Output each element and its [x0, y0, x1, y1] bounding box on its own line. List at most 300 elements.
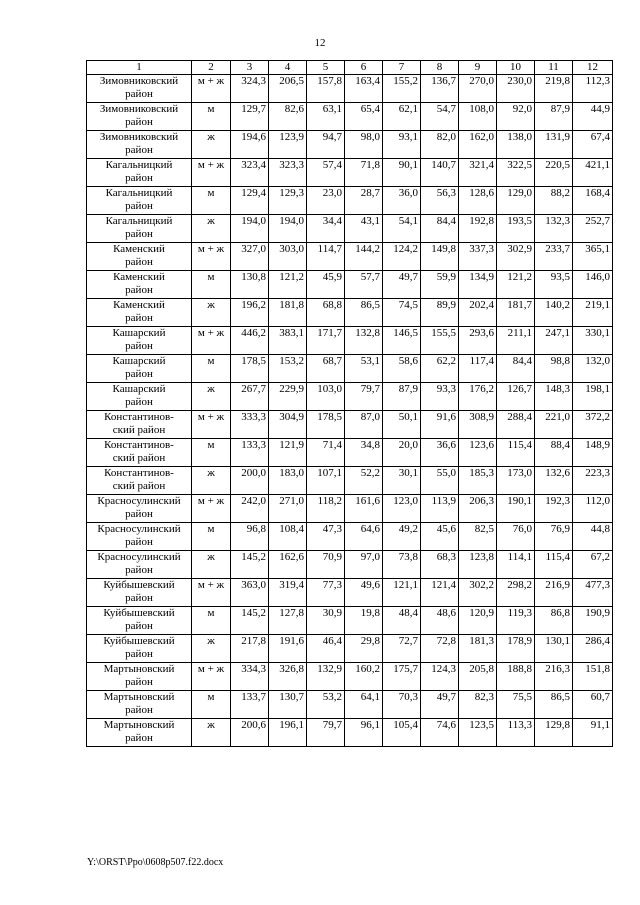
region-name-line: район: [125, 340, 153, 352]
column-header: 8: [421, 61, 459, 75]
value-cell: 271,0: [269, 495, 307, 523]
value-cell: 178,9: [497, 635, 535, 663]
value-cell: 68,3: [421, 551, 459, 579]
value-cell: 181,8: [269, 299, 307, 327]
value-cell: 145,2: [231, 607, 269, 635]
sex-cell: м + ж: [192, 75, 231, 103]
value-cell: 92,0: [497, 103, 535, 131]
value-cell: 149,8: [421, 243, 459, 271]
value-cell: 46,4: [307, 635, 345, 663]
value-cell: 192,3: [535, 495, 573, 523]
value-cell: 88,4: [535, 439, 573, 467]
value-cell: 319,4: [269, 579, 307, 607]
value-cell: 193,5: [497, 215, 535, 243]
value-cell: 74,6: [421, 719, 459, 747]
value-cell: 93,5: [535, 271, 573, 299]
value-cell: 108,4: [269, 523, 307, 551]
value-cell: 363,0: [231, 579, 269, 607]
region-cell: [87, 299, 192, 327]
value-cell: 123,9: [269, 131, 307, 159]
value-cell: 183,0: [269, 467, 307, 495]
region-name-line: Куйбышевский: [103, 635, 175, 647]
value-cell: 49,2: [383, 523, 421, 551]
value-cell: 196,2: [231, 299, 269, 327]
region-cell: [87, 607, 192, 635]
region-name-line: Кашарский: [112, 383, 166, 395]
table-row: [87, 439, 613, 467]
column-header: 6: [345, 61, 383, 75]
value-cell: 67,2: [573, 551, 613, 579]
value-cell: 322,5: [497, 159, 535, 187]
value-cell: 84,4: [497, 355, 535, 383]
value-cell: 216,3: [535, 663, 573, 691]
column-header: 5: [307, 61, 345, 75]
value-cell: 34,8: [345, 439, 383, 467]
value-cell: 333,3: [231, 411, 269, 439]
value-cell: 132,8: [345, 327, 383, 355]
page-number: 12: [314, 37, 326, 49]
region-name-line: Зимовниковский: [99, 75, 179, 87]
value-cell: 162,0: [459, 131, 497, 159]
value-cell: 114,7: [307, 243, 345, 271]
value-cell: 185,3: [459, 467, 497, 495]
value-cell: 151,8: [573, 663, 613, 691]
value-cell: 181,3: [459, 635, 497, 663]
value-cell: 230,0: [497, 75, 535, 103]
table-row: [87, 355, 613, 383]
region-name-line: район: [125, 676, 153, 688]
table-row: [87, 719, 613, 747]
region-name-line: Кагальницкий: [105, 215, 173, 227]
value-cell: 96,1: [345, 719, 383, 747]
region-name-line: Мартыновский: [103, 663, 175, 675]
value-cell: 302,9: [497, 243, 535, 271]
value-cell: 64,6: [345, 523, 383, 551]
table-row: [87, 663, 613, 691]
value-cell: 76,0: [497, 523, 535, 551]
table-row: [87, 383, 613, 411]
value-cell: 112,3: [573, 75, 613, 103]
value-cell: 52,2: [345, 467, 383, 495]
value-cell: 252,7: [573, 215, 613, 243]
value-cell: 20,0: [383, 439, 421, 467]
value-cell: 73,8: [383, 551, 421, 579]
value-cell: 303,0: [269, 243, 307, 271]
statistics-table: [86, 60, 613, 747]
value-cell: 229,9: [269, 383, 307, 411]
value-cell: 129,8: [535, 719, 573, 747]
value-cell: 293,6: [459, 327, 497, 355]
value-cell: 421,1: [573, 159, 613, 187]
value-cell: 198,1: [573, 383, 613, 411]
value-cell: 67,4: [573, 131, 613, 159]
table-row: [87, 551, 613, 579]
value-cell: 121,4: [421, 579, 459, 607]
sex-cell: м: [192, 691, 231, 719]
value-cell: 148,9: [573, 439, 613, 467]
region-cell: [87, 467, 192, 495]
value-cell: 115,4: [497, 439, 535, 467]
sex-cell: ж: [192, 467, 231, 495]
value-cell: 120,9: [459, 607, 497, 635]
value-cell: 160,2: [345, 663, 383, 691]
value-cell: 326,8: [269, 663, 307, 691]
value-cell: 194,0: [269, 215, 307, 243]
sex-cell: м: [192, 271, 231, 299]
value-cell: 181,7: [497, 299, 535, 327]
region-cell: [87, 719, 192, 747]
value-cell: 200,6: [231, 719, 269, 747]
value-cell: 133,3: [231, 439, 269, 467]
value-cell: 132,9: [307, 663, 345, 691]
value-cell: 323,3: [269, 159, 307, 187]
value-cell: 64,1: [345, 691, 383, 719]
region-name-line: Зимовниковский: [99, 103, 179, 115]
value-cell: 206,3: [459, 495, 497, 523]
value-cell: 79,7: [345, 383, 383, 411]
region-name-line: Кагальницкий: [105, 187, 173, 199]
region-cell: [87, 187, 192, 215]
value-cell: 49,6: [345, 579, 383, 607]
value-cell: 233,7: [535, 243, 573, 271]
table-row: [87, 411, 613, 439]
value-cell: 163,4: [345, 75, 383, 103]
region-cell: [87, 411, 192, 439]
value-cell: 242,0: [231, 495, 269, 523]
value-cell: 133,7: [231, 691, 269, 719]
value-cell: 114,1: [497, 551, 535, 579]
region-name-line: Каменский: [113, 271, 165, 283]
value-cell: 124,3: [421, 663, 459, 691]
value-cell: 56,3: [421, 187, 459, 215]
region-cell: [87, 551, 192, 579]
value-cell: 86,8: [535, 607, 573, 635]
sex-cell: ж: [192, 299, 231, 327]
value-cell: 327,0: [231, 243, 269, 271]
value-cell: 115,4: [535, 551, 573, 579]
value-cell: 337,3: [459, 243, 497, 271]
value-cell: 70,3: [383, 691, 421, 719]
value-cell: 68,7: [307, 355, 345, 383]
region-cell: [87, 579, 192, 607]
value-cell: 89,9: [421, 299, 459, 327]
region-name-line: Куйбышевский: [103, 579, 175, 591]
value-cell: 70,9: [307, 551, 345, 579]
value-cell: 113,3: [497, 719, 535, 747]
value-cell: 71,4: [307, 439, 345, 467]
value-cell: 53,2: [307, 691, 345, 719]
value-cell: 153,2: [269, 355, 307, 383]
column-header: 3: [231, 61, 269, 75]
value-cell: 121,2: [497, 271, 535, 299]
value-cell: 87,9: [535, 103, 573, 131]
column-header: 9: [459, 61, 497, 75]
sex-cell: ж: [192, 131, 231, 159]
region-name-line: район: [125, 564, 153, 576]
region-name-line: район: [125, 592, 153, 604]
column-header: 1: [87, 61, 192, 75]
value-cell: 196,1: [269, 719, 307, 747]
sex-cell: ж: [192, 635, 231, 663]
table-row: [87, 75, 613, 103]
value-cell: 57,4: [307, 159, 345, 187]
region-name-line: Красносулинский: [97, 495, 181, 507]
value-cell: 130,1: [535, 635, 573, 663]
value-cell: 323,4: [231, 159, 269, 187]
value-cell: 304,9: [269, 411, 307, 439]
value-cell: 57,7: [345, 271, 383, 299]
value-cell: 220,5: [535, 159, 573, 187]
region-cell: [87, 103, 192, 131]
value-cell: 127,8: [269, 607, 307, 635]
value-cell: 267,7: [231, 383, 269, 411]
value-cell: 191,6: [269, 635, 307, 663]
sex-cell: ж: [192, 383, 231, 411]
value-cell: 79,7: [307, 719, 345, 747]
region-name-line: район: [125, 368, 153, 380]
value-cell: 202,4: [459, 299, 497, 327]
value-cell: 223,3: [573, 467, 613, 495]
value-cell: 62,1: [383, 103, 421, 131]
value-cell: 383,1: [269, 327, 307, 355]
value-cell: 126,7: [497, 383, 535, 411]
value-cell: 49,7: [421, 691, 459, 719]
value-cell: 192,8: [459, 215, 497, 243]
region-name-line: Каменский: [113, 243, 165, 255]
region-name-line: район: [125, 508, 153, 520]
value-cell: 28,7: [345, 187, 383, 215]
value-cell: 176,2: [459, 383, 497, 411]
value-cell: 112,0: [573, 495, 613, 523]
sex-cell: м: [192, 607, 231, 635]
column-header: 10: [497, 61, 535, 75]
region-cell: [87, 523, 192, 551]
value-cell: 34,4: [307, 215, 345, 243]
value-cell: 36,0: [383, 187, 421, 215]
region-name-line: район: [125, 536, 153, 548]
value-cell: 334,3: [231, 663, 269, 691]
region-name-line: район: [125, 620, 153, 632]
value-cell: 76,9: [535, 523, 573, 551]
value-cell: 117,4: [459, 355, 497, 383]
value-cell: 93,1: [383, 131, 421, 159]
value-cell: 148,3: [535, 383, 573, 411]
value-cell: 155,2: [383, 75, 421, 103]
value-cell: 82,0: [421, 131, 459, 159]
value-cell: 146,0: [573, 271, 613, 299]
value-cell: 23,0: [307, 187, 345, 215]
value-cell: 324,3: [231, 75, 269, 103]
value-cell: 190,1: [497, 495, 535, 523]
value-cell: 194,0: [231, 215, 269, 243]
value-cell: 219,1: [573, 299, 613, 327]
sex-cell: м + ж: [192, 495, 231, 523]
value-cell: 72,8: [421, 635, 459, 663]
region-cell: [87, 635, 192, 663]
region-name-line: район: [125, 704, 153, 716]
value-cell: 91,6: [421, 411, 459, 439]
value-cell: 124,2: [383, 243, 421, 271]
region-cell: [87, 215, 192, 243]
value-cell: 87,9: [383, 383, 421, 411]
value-cell: 50,1: [383, 411, 421, 439]
value-cell: 72,7: [383, 635, 421, 663]
value-cell: 132,3: [535, 215, 573, 243]
value-cell: 129,3: [269, 187, 307, 215]
value-cell: 123,5: [459, 719, 497, 747]
region-name-line: Кашарский: [112, 327, 166, 339]
value-cell: 188,8: [497, 663, 535, 691]
value-cell: 178,5: [307, 411, 345, 439]
column-header: 2: [192, 61, 231, 75]
table-row: [87, 299, 613, 327]
sex-cell: м + ж: [192, 411, 231, 439]
value-cell: 71,8: [345, 159, 383, 187]
value-cell: 74,5: [383, 299, 421, 327]
value-cell: 365,1: [573, 243, 613, 271]
table-row: [87, 579, 613, 607]
region-name-line: район: [125, 396, 153, 408]
region-cell: [87, 495, 192, 523]
value-cell: 86,5: [535, 691, 573, 719]
region-name-line: Мартыновский: [103, 691, 175, 703]
value-cell: 221,0: [535, 411, 573, 439]
region-name-line: Куйбышевский: [103, 607, 175, 619]
value-cell: 308,9: [459, 411, 497, 439]
value-cell: 75,5: [497, 691, 535, 719]
value-cell: 44,8: [573, 523, 613, 551]
value-cell: 82,3: [459, 691, 497, 719]
region-name-line: Красносулинский: [97, 551, 181, 563]
region-cell: [87, 327, 192, 355]
value-cell: 65,4: [345, 103, 383, 131]
region-cell: [87, 663, 192, 691]
sex-cell: м + ж: [192, 159, 231, 187]
region-name-line: район: [125, 312, 153, 324]
value-cell: 288,4: [497, 411, 535, 439]
value-cell: 98,8: [535, 355, 573, 383]
region-name-line: Константинов-: [104, 467, 174, 479]
value-cell: 206,5: [269, 75, 307, 103]
sex-cell: м: [192, 523, 231, 551]
region-name-line: район: [125, 116, 153, 128]
value-cell: 175,7: [383, 663, 421, 691]
value-cell: 84,4: [421, 215, 459, 243]
value-cell: 330,1: [573, 327, 613, 355]
sex-cell: м: [192, 187, 231, 215]
value-cell: 88,2: [535, 187, 573, 215]
region-name-line: Константинов-: [104, 439, 174, 451]
value-cell: 91,1: [573, 719, 613, 747]
value-cell: 219,8: [535, 75, 573, 103]
value-cell: 54,7: [421, 103, 459, 131]
value-cell: 178,5: [231, 355, 269, 383]
region-cell: [87, 439, 192, 467]
sex-cell: м: [192, 439, 231, 467]
value-cell: 144,2: [345, 243, 383, 271]
table-row: [87, 215, 613, 243]
region-name-line: Константинов-: [104, 411, 174, 423]
table-body: [87, 61, 613, 747]
value-cell: 136,7: [421, 75, 459, 103]
value-cell: 211,1: [497, 327, 535, 355]
region-cell: [87, 159, 192, 187]
sex-cell: ж: [192, 215, 231, 243]
value-cell: 138,0: [497, 131, 535, 159]
value-cell: 36,6: [421, 439, 459, 467]
column-header: 12: [573, 61, 613, 75]
value-cell: 47,3: [307, 523, 345, 551]
value-cell: 77,3: [307, 579, 345, 607]
value-cell: 173,0: [497, 467, 535, 495]
value-cell: 123,6: [459, 439, 497, 467]
table-row: [87, 103, 613, 131]
table-row: [87, 131, 613, 159]
value-cell: 87,0: [345, 411, 383, 439]
region-name-line: Кагальницкий: [105, 159, 173, 171]
value-cell: 129,0: [497, 187, 535, 215]
region-cell: [87, 131, 192, 159]
value-cell: 43,1: [345, 215, 383, 243]
region-name-line: район: [125, 228, 153, 240]
value-cell: 45,6: [421, 523, 459, 551]
value-cell: 107,1: [307, 467, 345, 495]
table-row: [87, 159, 613, 187]
value-cell: 98,0: [345, 131, 383, 159]
value-cell: 30,1: [383, 467, 421, 495]
region-name-line: Кашарский: [112, 355, 166, 367]
value-cell: 60,7: [573, 691, 613, 719]
value-cell: 62,2: [421, 355, 459, 383]
region-name-line: район: [125, 648, 153, 660]
table-row: [87, 467, 613, 495]
value-cell: 103,0: [307, 383, 345, 411]
value-cell: 19,8: [345, 607, 383, 635]
region-name-line: Красносулинский: [97, 523, 181, 535]
value-cell: 29,8: [345, 635, 383, 663]
value-cell: 372,2: [573, 411, 613, 439]
region-name-line: район: [125, 256, 153, 268]
region-name-line: район: [125, 284, 153, 296]
table-row: [87, 607, 613, 635]
value-cell: 45,9: [307, 271, 345, 299]
column-header: 4: [269, 61, 307, 75]
region-name-line: район: [125, 172, 153, 184]
sex-cell: м: [192, 103, 231, 131]
value-cell: 96,8: [231, 523, 269, 551]
value-cell: 129,4: [231, 187, 269, 215]
table-row: [87, 495, 613, 523]
sex-cell: м + ж: [192, 579, 231, 607]
region-name-line: район: [125, 88, 153, 100]
value-cell: 132,6: [535, 467, 573, 495]
table-row: [87, 243, 613, 271]
sex-cell: м + ж: [192, 663, 231, 691]
region-cell: [87, 75, 192, 103]
value-cell: 48,4: [383, 607, 421, 635]
value-cell: 121,1: [383, 579, 421, 607]
value-cell: 82,5: [459, 523, 497, 551]
value-cell: 90,1: [383, 159, 421, 187]
value-cell: 63,1: [307, 103, 345, 131]
value-cell: 68,8: [307, 299, 345, 327]
value-cell: 118,2: [307, 495, 345, 523]
value-cell: 121,2: [269, 271, 307, 299]
region-cell: [87, 355, 192, 383]
value-cell: 105,4: [383, 719, 421, 747]
value-cell: 161,6: [345, 495, 383, 523]
value-cell: 58,6: [383, 355, 421, 383]
